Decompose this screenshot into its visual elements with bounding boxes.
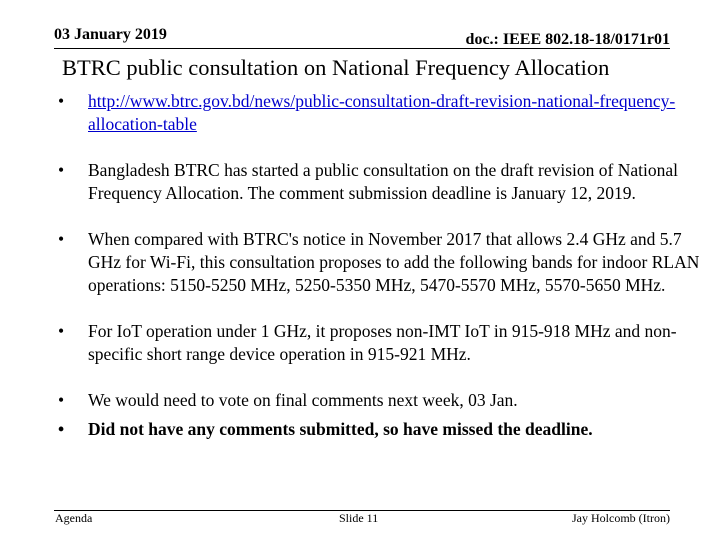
header-divider <box>54 48 670 49</box>
bullet-dot-icon: • <box>58 419 65 439</box>
bullet-dot-icon: • <box>58 321 65 341</box>
slide-title: BTRC public consultation on National Frequency Allocation <box>62 55 610 80</box>
footer-author: Jay Holcomb (Itron) <box>572 511 670 525</box>
bullet-item-rlan-bands <box>58 228 708 297</box>
footer-agenda: Agenda <box>55 511 93 525</box>
bullet-dot-icon: • <box>58 160 65 180</box>
bullet-item-deadline-missed <box>58 418 708 441</box>
bullet-dot-icon: • <box>58 91 65 111</box>
bullet-text: When compared with BTRC's notice in November 2017 that allows 2.4 GHz and 5.7 GHz for Wi-Fi, this consultation proposes to add the following bands for indoor RLAN operations: 5150-5250 MHz, 5250-5350 MHz, 5470-5570 MHz, 5570-5650 MHz. <box>88 229 700 295</box>
bullet-item-iot <box>58 320 708 366</box>
bullet-item-url <box>58 90 708 136</box>
footer-slide-number: Slide 11 <box>339 511 379 525</box>
bullet-text: Bangladesh BTRC has started a public consultation on the draft revision of National Frequency Allocation. The comment submission deadline is January 12, 2019. <box>88 160 679 203</box>
bullet-item-vote <box>58 389 708 412</box>
bullet-dot-icon: • <box>58 229 65 249</box>
bullet-list <box>58 90 708 441</box>
bullet-text: For IoT operation under 1 GHz, it proposes non-IMT IoT in 915-918 MHz and non-specific short range device operation in 915-921 MHz. <box>88 321 677 364</box>
bullet-dot-icon: • <box>58 390 65 410</box>
btrc-consultation-link[interactable]: http://www.btrc.gov.bd/news/public-consultation-draft-revision-national-frequency-allocation-table <box>88 91 676 134</box>
bullet-item-consultation <box>58 159 708 205</box>
bullet-text: Did not have any comments submitted, so have missed the deadline. <box>88 419 593 439</box>
header-date: 03 January 2019 <box>54 26 167 43</box>
bullet-text: We would need to vote on final comments next week, 03 Jan. <box>88 390 518 410</box>
header-doc-id: doc.: IEEE 802.18-18/0171r01 <box>465 31 670 48</box>
